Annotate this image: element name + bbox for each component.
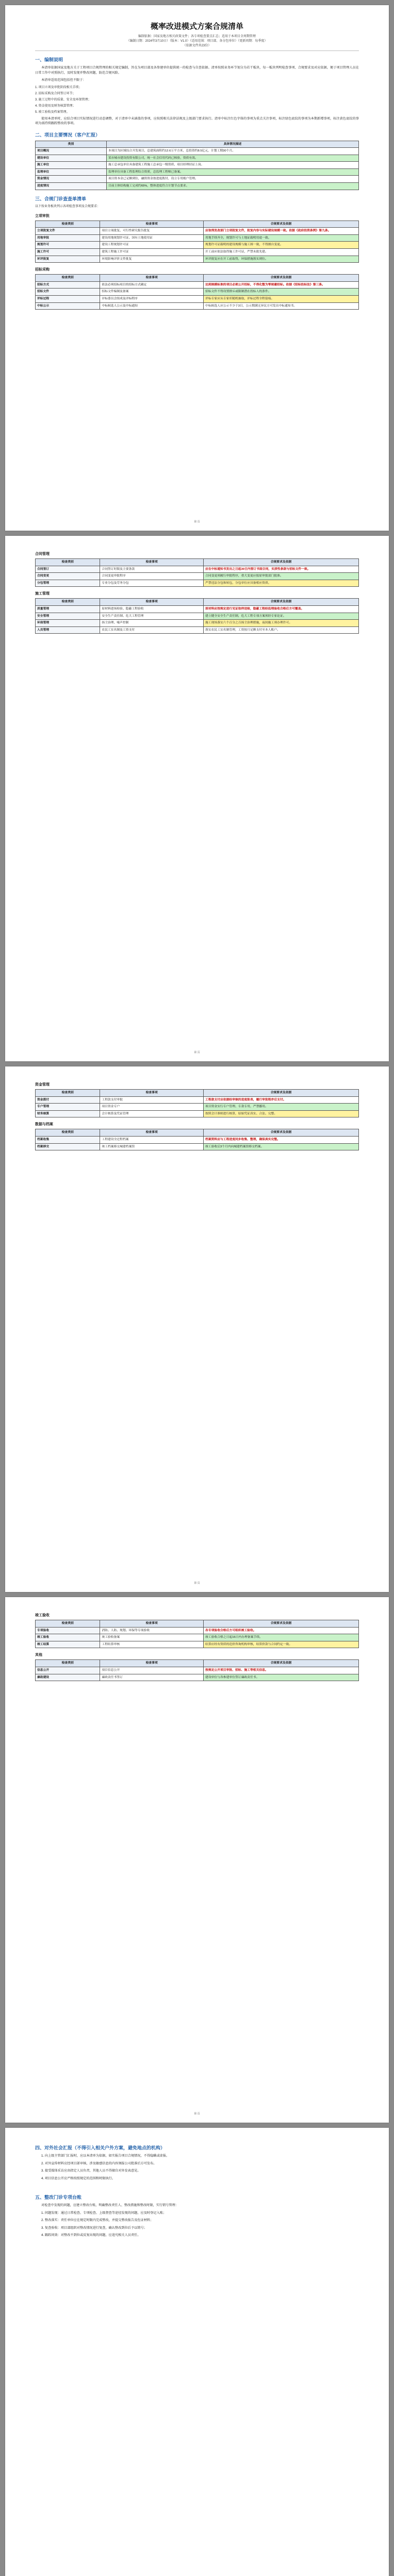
check-requirement: 合同变更须履行审批程序，重大变更应报原审批部门批准。 <box>204 573 359 580</box>
page-3 <box>5 1066 389 1592</box>
check-item: 建设用地规划许可证、国有土地使用证 <box>100 234 204 242</box>
checklist-header-col2: 检查事项 <box>100 1090 204 1097</box>
check-category: 合同变更 <box>36 573 100 580</box>
table-row <box>36 1627 359 1634</box>
page-footer: 第 页 <box>194 1582 200 1585</box>
document-meta-1: 编制依据：国家及地方相关政策文件；各专项检查要点汇总；适用于本项目全周期管理 <box>138 35 256 38</box>
section-heading-1: 一、编制说明 <box>35 57 63 62</box>
check-requirement: 竣工验收后3个月内向城建档案馆移交档案。 <box>204 1143 359 1150</box>
check-category: 评标过程 <box>36 296 100 303</box>
checklist-header-col1: 检查类别 <box>36 1660 100 1667</box>
check-requirement: 工程款支付应依据经审核的进度报表，履行审批程序后支付。 <box>204 1096 359 1104</box>
check-item: 合同变更审批程序 <box>100 573 204 580</box>
checklist-table <box>35 1659 359 1681</box>
section-1-para-2: 本清单适用范围包括但不限于： <box>41 78 86 82</box>
check-requirement: 达到规模标准的项目必须公开招标，不得化整为零规避招标。依据《招标投标法》第三条。 <box>204 281 359 289</box>
check-category: 财务核算 <box>36 1110 100 1117</box>
summary-description: 项目资本金已足额到位，融资资金按进度拨付，设立专用账户管理。 <box>106 176 358 183</box>
check-requirement: 项目资金实行专户管理、专款专用，严禁挪用。 <box>204 1104 359 1111</box>
check-requirement: 档案资料应与工程进度同步收集、整理，确保真实完整。 <box>204 1136 359 1143</box>
check-category: 质量管理 <box>36 605 100 613</box>
checklist-header-col1: 检查类别 <box>36 599 100 606</box>
check-category: 人员管理 <box>36 626 100 634</box>
check-item: 项目信息公开 <box>100 1667 204 1674</box>
checklist-header-col3: 合规要求及依据 <box>204 1620 359 1628</box>
checklist-header-col2: 检查事项 <box>100 599 204 606</box>
checklist-header-col1: 检查类别 <box>36 1090 100 1097</box>
check-category: 信息公开 <box>36 1667 100 1674</box>
section-heading-4: 四、对外社会汇报（不得引入相关户外方案，避免地点的机构） <box>35 2145 166 2150</box>
check-requirement: 开工前应依法取得施工许可证，严禁未批先建。 <box>204 249 359 256</box>
checklist-header-col2: 检查事项 <box>100 275 204 282</box>
table-row <box>36 168 359 176</box>
summary-description: 施工总承包单位具备建筑工程施工总承包一级资质，项目经理持证上岗。 <box>106 162 358 169</box>
check-item: 工程结算审核 <box>100 1641 204 1648</box>
summary-description: 监理单位具备工程监理综合资质，总监理工程师已备案。 <box>106 168 358 176</box>
check-category: 竣工验收 <box>36 1634 100 1641</box>
check-item: 工程建设全过程档案 <box>100 1136 204 1143</box>
table-row <box>36 256 359 263</box>
check-category: 档案移交 <box>36 1143 100 1150</box>
checklist-header-col3: 合规要求及依据 <box>204 1129 359 1137</box>
table-row <box>36 1667 359 1674</box>
summary-category: 建设单位 <box>36 155 107 162</box>
table-row <box>36 1110 359 1117</box>
checklist-header-col2: 检查事项 <box>100 1660 204 1667</box>
check-category: 用地审批 <box>36 234 100 242</box>
section-1-list-item: 2. 招标采购及合同签订环节； <box>35 92 76 95</box>
check-item: 项目立项批复、可行性研究报告批复 <box>100 228 204 235</box>
section-1-list-item: 5. 竣工验收及档案管理。 <box>35 110 70 114</box>
check-requirement: 中标候选人应公示不少于3日，公示期满无异议方可发出中标通知书。 <box>204 302 359 310</box>
table-header-description: 具体情况描述 <box>106 141 358 148</box>
check-item: 专业分包及劳务分包 <box>100 580 204 587</box>
table-row <box>36 289 359 296</box>
check-item: 依法必须招标项目的招标方式确定 <box>100 281 204 289</box>
document-title: 概率改进模式方案合规清单 <box>150 22 243 31</box>
check-category: 规划许可 <box>36 242 100 249</box>
table-row <box>36 605 359 613</box>
checklist-block-label: 招标采购 <box>35 268 50 272</box>
summary-category: 施工单位 <box>36 162 107 169</box>
summary-category: 项目概况 <box>36 148 107 155</box>
project-summary-table <box>35 141 359 190</box>
check-category: 合同签订 <box>36 566 100 573</box>
section-4-list <box>35 2154 359 2181</box>
check-item: 竣工档案移交城建档案馆 <box>100 1143 204 1150</box>
section-1-list <box>35 86 359 115</box>
table-row <box>36 228 359 235</box>
checklist-header-col2: 检查事项 <box>100 1129 204 1137</box>
table-row <box>36 302 359 310</box>
check-requirement: 建立健全安全生产责任制，危大工程专项方案须经专家论证。 <box>204 613 359 620</box>
checklist-table <box>35 1129 359 1150</box>
checklist-header-col1: 检查类别 <box>36 559 100 566</box>
table-row <box>36 249 359 256</box>
section-5-item: 1. 问题发现：通过日常检查、专项检查、上级督查等途径发现的问题，应及时登记入账； <box>41 2211 167 2215</box>
page-5 <box>5 2128 389 2576</box>
table-row <box>36 1104 359 1111</box>
checklist-block-label: 施工管理 <box>35 592 50 596</box>
check-requirement: 用地手续齐全，规划许可与土地证载明用途一致。 <box>204 234 359 242</box>
check-item: 安全生产责任制、危大工程管理 <box>100 613 204 620</box>
checklist-header-col3: 合规要求及依据 <box>204 275 359 282</box>
check-item: 建筑工程施工许可证 <box>100 249 204 256</box>
check-requirement: 原材料应按规定进行见证取样送检，隐蔽工程经监理验收合格后方可覆盖。 <box>204 605 359 613</box>
check-item: 扬尘治理、噪声控制 <box>100 620 204 627</box>
checklist-header-col3: 合规要求及依据 <box>204 1660 359 1667</box>
check-item: 农民工实名制及工资支付 <box>100 626 204 634</box>
section-1-list-item: 3. 施工过程中的质量、安全及环保管理； <box>35 98 91 101</box>
check-requirement: 招标文件不得设置排斥或限制潜在投标人的条件。 <box>204 289 359 296</box>
checklist-table <box>35 598 359 634</box>
table-row <box>36 155 359 162</box>
checklist-header-col1: 检查类别 <box>36 275 100 282</box>
section-1-para-3: 使用本清单时，应结合项目实际情况进行动态调整，对于清单中未涵盖的事项，应按照相关法律法规及上级部门要求执行。清单中标注红色字体的事项为重点关注事项，标注绿色底纹的事项为本期新增事项，标注黄色底纹的事项为需持续跟踪整改的事项。 <box>35 116 359 125</box>
page-footer: 第 页 <box>194 2112 200 2115</box>
check-category: 分包管理 <box>36 580 100 587</box>
section-5-item: 4. 跟踪问效：对整改不到位或反复出现的问题，应追究相关人员责任。 <box>41 2233 141 2237</box>
check-item: 会计核算及凭证管理 <box>100 1110 204 1117</box>
summary-category: 进度情况 <box>36 183 107 190</box>
check-requirement: 各专项验收合格后方可组织竣工验收。 <box>204 1627 359 1634</box>
check-requirement: 落实农民工实名制管理，工资按月足额支付至本人账户。 <box>204 626 359 634</box>
check-item: 工程款支付审批 <box>100 1096 204 1104</box>
check-requirement: 严禁违法分包和转包，分包单位应具备相应资质。 <box>204 580 359 587</box>
section-1-list-item: 1. 项目立项及审批阶段相关手续； <box>35 86 82 89</box>
document-meta-2: （编制日期：2024年3月10日）（版本：V1.0）（适用范围：项目部、各分包单位）（更新周期：每季度） <box>126 40 268 43</box>
check-category: 专项验收 <box>36 1627 100 1634</box>
check-item: 招标文件编制及备案 <box>100 289 204 296</box>
section-1-list-item: 4. 资金使用及财务核算管理； <box>35 104 76 108</box>
table-row <box>36 1096 359 1104</box>
section-4-item: 1. 向上级主管部门汇报时，应以本清单为依据，如实报告项目合规情况，不得隐瞒或虚报。 <box>41 2154 170 2158</box>
check-requirement: 建设单位与各参建单位签订廉政责任书。 <box>204 1674 359 1681</box>
checklist-header-col2: 检查事项 <box>100 1620 204 1628</box>
check-item: 中标候选人公示及中标通知 <box>100 302 204 310</box>
check-requirement: 应在中标通知书发出之日起30日内签订书面合同，实质性条款与招标文件一致。 <box>204 566 359 573</box>
section-4-item: 2. 对外宣传材料应经项目部审核，涉及敏感信息的内容须报公司批准后方可发布。 <box>41 2161 157 2165</box>
check-category: 招标文件 <box>36 289 100 296</box>
check-category: 资金拨付 <box>36 1096 100 1104</box>
section-heading-2: 二、项目主要情况（客户汇报） <box>35 132 101 138</box>
checklist-header-col2: 检查事项 <box>100 221 204 228</box>
table-row <box>36 183 359 190</box>
check-category: 环评批复 <box>36 256 100 263</box>
page-footer: 第 页 <box>194 520 200 523</box>
check-item: 合同签订时限及主要条款 <box>100 566 204 573</box>
checklist-header-col3: 合规要求及依据 <box>204 599 359 606</box>
table-row <box>36 613 359 620</box>
checklist-header-col3: 合规要求及依据 <box>204 221 359 228</box>
section-1-para-1: 本清单依据国家及地方关于工程项目合规管理的相关规定编制，旨在为项目部及各参建单位提供统一的检查与自查依据。清单按照业务环节划分为若干板块，每一板块列明检查事项、合规要求及对应依据，便于项目管理人员在日常工作中对照执行，及时发现并整改问题，防范合规风险。 <box>35 66 359 75</box>
section-4-item: 3. 接受媒体采访应由指定人员负责，其他人员不得擅自对外发表意见。 <box>41 2169 141 2173</box>
check-item: 廉政责任书签订 <box>100 1674 204 1681</box>
checklist-table <box>35 274 359 310</box>
checklist-block-label: 合同管理 <box>35 552 50 556</box>
table-row <box>36 1143 359 1150</box>
table-row <box>36 148 359 155</box>
table-row <box>36 162 359 169</box>
table-row <box>36 281 359 289</box>
check-category: 安全管理 <box>36 613 100 620</box>
check-category: 专户管理 <box>36 1104 100 1111</box>
check-category: 中标公示 <box>36 302 100 310</box>
checklist-block-label: 资金管理 <box>35 1083 50 1087</box>
summary-category: 资金情况 <box>36 176 107 183</box>
check-category: 档案收集 <box>36 1136 100 1143</box>
summary-description: 目前主体结构施工完成约65%，整体进度符合计划节点要求。 <box>106 183 358 190</box>
table-row <box>36 1641 359 1648</box>
check-category: 招标方式 <box>36 281 100 289</box>
table-row <box>36 620 359 627</box>
check-item: 消防、人防、规划、环保等专项验收 <box>100 1627 204 1634</box>
checklist-block-label: 立项审批 <box>35 214 50 218</box>
checklist-header-col1: 检查类别 <box>36 1129 100 1137</box>
table-row <box>36 573 359 580</box>
document-meta-3: （依据文件共23份） <box>35 44 359 51</box>
section-3-intro: 以下按业务板块列示各项检查事项及合规要求： <box>35 205 101 208</box>
checklist-header-col3: 合规要求及依据 <box>204 1090 359 1097</box>
section-heading-3: 三、合规门诊查查单清单 <box>35 196 87 201</box>
section-5-intro: 对检查中发现的问题，应建立整改台账，明确整改责任人、整改措施和整改时限，实行销号管理： <box>41 2204 179 2207</box>
check-requirement: 施工现场落实六个百分之百扬尘治理措施，夜间施工须办理许可。 <box>204 620 359 627</box>
check-category: 廉政建设 <box>36 1674 100 1681</box>
checklist-block-label: 其他 <box>35 1653 42 1657</box>
table-row <box>36 242 359 249</box>
check-requirement: 按照会计准则进行核算，原始凭证真实、合法、完整。 <box>204 1110 359 1117</box>
summary-category: 监理单位 <box>36 168 107 176</box>
page-footer: 第 页 <box>194 1051 200 1054</box>
check-requirement: 结算应经有资质的造价咨询机构审核，结算价款与合同约定一致。 <box>204 1641 359 1648</box>
page-1 <box>5 5 389 531</box>
page-2 <box>5 536 389 1061</box>
check-category: 竣工结算 <box>36 1641 100 1648</box>
table-header-category: 类别 <box>36 141 107 148</box>
check-requirement: 评标专家应从专家库随机抽取，评标过程全程留痕。 <box>204 296 359 303</box>
table-row <box>36 234 359 242</box>
table-row <box>36 296 359 303</box>
check-item: 环境影响评价文件批复 <box>100 256 204 263</box>
check-requirement: 按规定公开项目审批、招标、施工等相关信息。 <box>204 1667 359 1674</box>
checklist-table <box>35 1620 359 1648</box>
checklist-header-col3: 合规要求及依据 <box>204 559 359 566</box>
summary-description: 本项目为区域综合开发项目，总建筑面积约12.6万平方米，总投资约8.5亿元，计划工期30个月。 <box>106 148 358 155</box>
page-4 <box>5 1597 389 2123</box>
checklist-table <box>35 221 359 263</box>
checklist-header-col1: 检查类别 <box>36 221 100 228</box>
summary-description: 某市城市建设投资有限公司，统一社会信用代码已核验，资质有效。 <box>106 155 358 162</box>
checklist-block-label: 竣工验收 <box>35 1614 50 1617</box>
check-category: 环保管理 <box>36 620 100 627</box>
section-heading-5: 五、整改门诊专项台账 <box>35 2195 82 2200</box>
checklist-block-label: 数据与档案 <box>35 1123 53 1127</box>
check-requirement: 应取得发改部门立项批复文件，批复内容与实际建设规模一致。依据《政府投资条例》第九条。 <box>204 228 359 235</box>
table-row <box>36 1634 359 1641</box>
check-item: 项目资金专户 <box>100 1104 204 1111</box>
check-item: 建设工程规划许可证 <box>100 242 204 249</box>
table-row <box>36 176 359 183</box>
check-item: 原材料进场检验、隐蔽工程验收 <box>100 605 204 613</box>
checklist-header-col2: 检查事项 <box>100 559 204 566</box>
check-category: 立项批复文件 <box>36 228 100 235</box>
section-4-item: 4. 项目信息公开应严格按照规定的范围和时限执行。 <box>41 2176 116 2180</box>
checklist-table <box>35 1089 359 1117</box>
table-row <box>36 1674 359 1681</box>
checklist-header-col1: 检查类别 <box>36 1620 100 1628</box>
section-5-list <box>35 2211 359 2238</box>
table-row <box>36 626 359 634</box>
check-item: 评标委员会组成及评标程序 <box>100 296 204 303</box>
check-requirement: 规划许可证载明的建设规模与施工图一致，不得擅自变更。 <box>204 242 359 249</box>
check-item: 竣工验收备案 <box>100 1634 204 1641</box>
check-requirement: 竣工验收合格之日起15日内办理备案手续。 <box>204 1634 359 1641</box>
table-row <box>36 1136 359 1143</box>
checklist-table <box>35 558 359 587</box>
section-5-item: 2. 整改落实：责任单位应在规定时限内完成整改，并提交整改报告及佐证材料； <box>41 2218 154 2222</box>
table-row <box>36 566 359 573</box>
table-row <box>36 580 359 587</box>
check-requirement: 环评批复应在开工前取得，环保措施落实到位。 <box>204 256 359 263</box>
section-5-item: 3. 复查验收：项目部组织对整改情况进行复查，确认整改到位后予以销号； <box>41 2226 147 2230</box>
check-category: 施工许可 <box>36 249 100 256</box>
